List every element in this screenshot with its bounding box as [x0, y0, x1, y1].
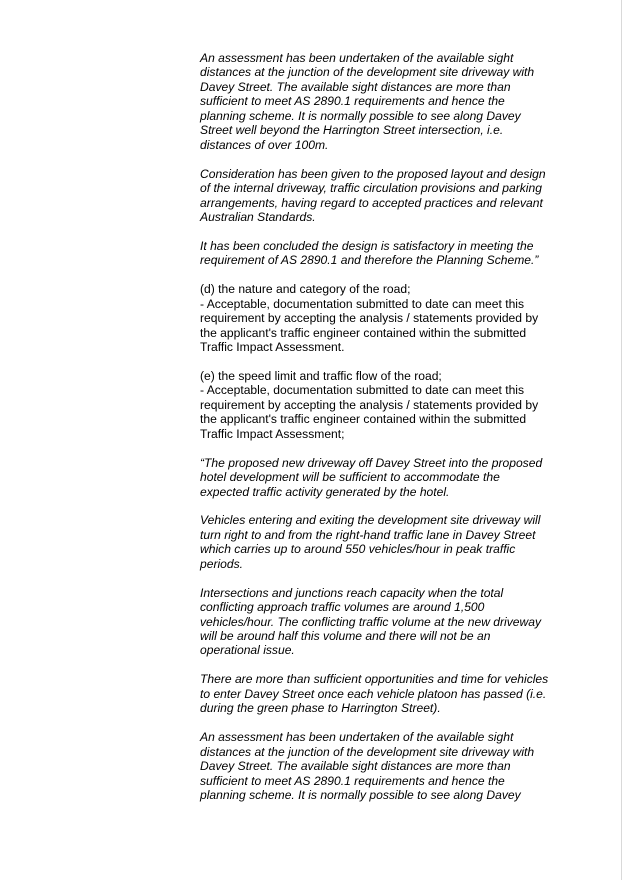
text-line: Australian Standards.	[200, 209, 316, 224]
paragraph-opportunities	[200, 672, 572, 715]
text-line: the applicant's traffic engineer contained within the submitted	[200, 412, 527, 427]
text-line: during the green phase to Harrington Street).	[200, 701, 441, 716]
text-line: “The proposed new driveway off Davey Street into the proposed	[200, 455, 543, 470]
text-line: planning scheme. It is normally possible to see along Davey	[200, 108, 521, 123]
text-line: distances of over 100m.	[200, 137, 329, 152]
text-line: planning scheme. It is normally possible to see along Davey	[200, 787, 521, 802]
text-line: requirement by accepting the analysis / statements provided by	[200, 397, 539, 412]
text-line: - Acceptable, documentation submitted to date can meet this	[200, 383, 525, 398]
text-line: Traffic Impact Assessment.	[200, 340, 345, 355]
paragraph-intersection-capacity	[200, 586, 572, 658]
text-line: the applicant's traffic engineer contained within the submitted	[200, 325, 527, 340]
text-line: of the internal driveway, traffic circulation provisions and parking	[200, 181, 542, 196]
text-line: Traffic Impact Assessment;	[200, 426, 345, 441]
text-line: (d) the nature and category of the road;	[200, 282, 411, 297]
paragraph-vehicles-entering	[200, 513, 572, 571]
text-line: vehicles/hour. The conflicting traffic volume at the new driveway	[200, 614, 542, 629]
text-line: sufficient to meet AS 2890.1 requirements and hence the	[200, 773, 505, 788]
text-line: requirement of AS 2890.1 and therefore the Planning Scheme.”	[200, 253, 539, 268]
text-line: An assessment has been undertaken of the available sight	[200, 51, 514, 65]
paragraph-criterion-e	[200, 369, 572, 441]
text-line: expected traffic activity generated by the hotel.	[200, 484, 450, 499]
text-line: conflicting approach traffic volumes are around 1,500	[200, 600, 485, 615]
text-line: Davey Street. The available sight distances are more than	[200, 759, 511, 774]
text-line: It has been concluded the design is satisfactory in meeting the	[200, 238, 534, 253]
text-line: periods.	[200, 556, 244, 571]
paragraph-proposed-driveway	[200, 456, 572, 499]
text-line: operational issue.	[200, 643, 295, 658]
text-line: arrangements, having regard to accepted practices and relevant	[200, 195, 543, 210]
text-line: Intersections and junctions reach capacity when the total	[200, 585, 504, 600]
text-line: will be around half this volume and there will not be an	[200, 629, 491, 644]
text-line: hotel development will be sufficient to accommodate the	[200, 470, 500, 485]
text-line: - Acceptable, documentation submitted to date can meet this	[200, 296, 525, 311]
text-line: An assessment has been undertaken of the available sight	[200, 730, 514, 745]
paragraph-criterion-d	[200, 282, 572, 354]
paragraph-layout-consideration	[200, 167, 572, 225]
paragraph-sight-distance-repeat	[200, 730, 572, 802]
text-line: distances at the junction of the development site driveway with	[200, 744, 535, 759]
document-body	[200, 51, 572, 817]
text-line: There are more than sufficient opportunities and time for vehicles	[200, 672, 549, 687]
text-line: Consideration has been given to the proposed layout and design	[200, 166, 546, 181]
paragraph-design-conclusion	[200, 239, 572, 268]
text-line: (e) the speed limit and traffic flow of the road;	[200, 368, 442, 383]
text-line: distances at the junction of the development site driveway with	[200, 65, 535, 80]
text-line: which carries up to around 550 vehicles/hour in peak traffic	[200, 542, 516, 557]
paragraph-sight-distance-assessment	[200, 51, 572, 152]
text-line: Street well beyond the Harrington Street intersection, i.e.	[200, 123, 504, 138]
text-line: sufficient to meet AS 2890.1 requirements and hence the	[200, 94, 505, 109]
text-line: turn right to and from the right-hand traffic lane in Davey Street	[200, 527, 536, 542]
text-line: Vehicles entering and exiting the development site driveway will	[200, 513, 541, 528]
text-line: to enter Davey Street once each vehicle platoon has passed (i.e.	[200, 686, 547, 701]
text-line: Davey Street. The available sight distances are more than	[200, 79, 511, 94]
text-line: requirement by accepting the analysis / statements provided by	[200, 311, 539, 326]
